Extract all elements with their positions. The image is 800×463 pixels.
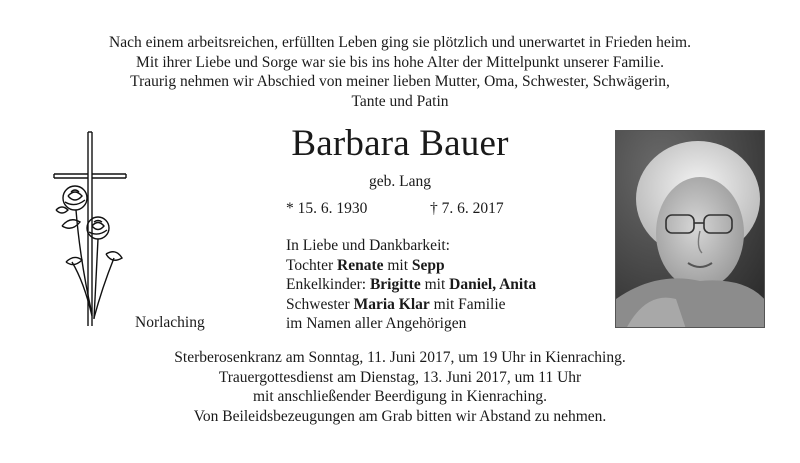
place-name: Norlaching <box>135 314 205 331</box>
family-line: Schwester Maria Klar mit Familie <box>286 295 506 313</box>
portrait-photo <box>615 130 765 328</box>
cross-with-roses-icon <box>48 130 132 330</box>
footer-line: mit anschließender Beerdigung in Kienraching. <box>253 388 547 405</box>
footer-line: Von Beileidsbezeugungen am Grab bitten wir Abstand zu nehmen. <box>193 407 607 425</box>
death-date: † 7. 6. 2017 <box>430 200 504 217</box>
family-line: Enkelkinder: Brigitte mit Daniel, Anita <box>286 276 537 293</box>
maiden-name: geb. Lang <box>369 173 431 190</box>
footer-line: Trauergottesdienst am Dienstag, 13. Juni 2017, um 11 Uhr <box>218 368 582 386</box>
portrait-image <box>616 131 765 328</box>
family-line: im Namen aller Angehörigen <box>286 315 467 332</box>
intro-text <box>0 33 800 111</box>
intro-line: Nach einem arbeitsreichen, erfüllten Leben ging sie plötzlich und unerwartet in Frieden heim. <box>109 34 691 51</box>
intro-line: Mit ihrer Liebe und Sorge war sie bis ins hohe Alter der Mittelpunkt unserer Familie. <box>136 53 664 71</box>
family-signatures <box>286 236 536 334</box>
family-line: Tochter Renate mit Sepp <box>286 256 445 274</box>
intro-line: Tante und Patin <box>351 92 449 110</box>
birth-date: * 15. 6. 1930 <box>286 200 368 217</box>
family-line: In Liebe und Dankbarkeit: <box>286 237 450 254</box>
footer-line: Sterberosenkranz am Sonntag, 11. Juni 2017, um 19 Uhr in Kienraching. <box>174 349 626 366</box>
deceased-name: Barbara Bauer <box>291 123 509 164</box>
intro-line: Traurig nehmen wir Abschied von meiner lieben Mutter, Oma, Schwester, Schwägerin, <box>130 73 670 90</box>
service-info <box>0 348 800 426</box>
